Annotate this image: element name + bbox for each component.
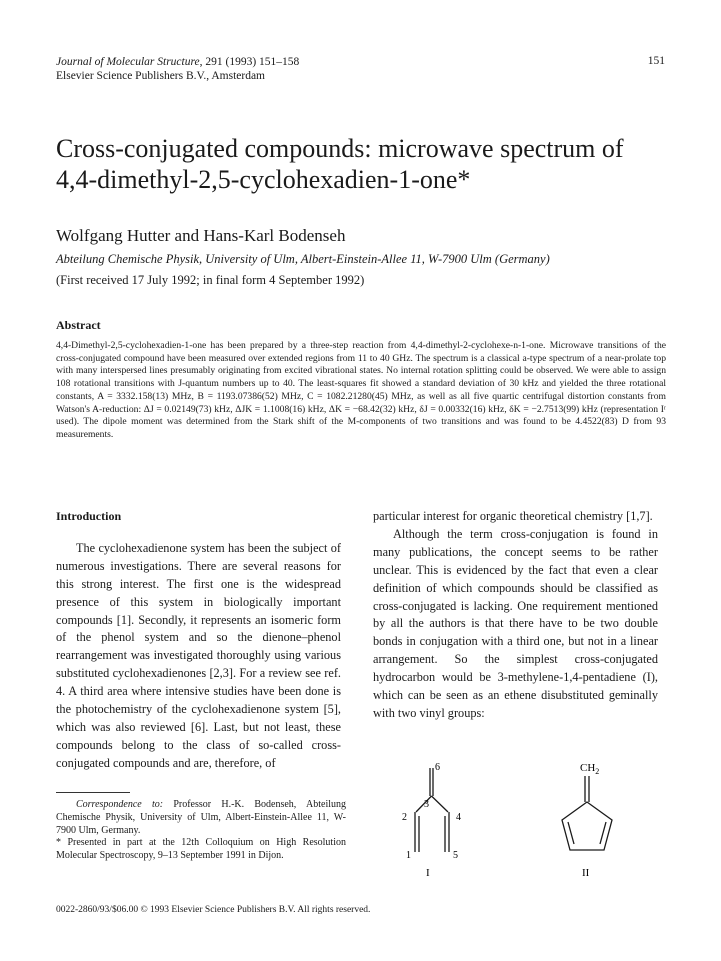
ring-double-bond-right [600, 822, 606, 844]
section-heading-introduction: Introduction [56, 509, 122, 523]
left-column [56, 508, 341, 773]
correspondence-note [56, 799, 346, 837]
intro-paragraph-1-cont: particular interest for organic theoretical chemistry [1,7]. [373, 509, 653, 523]
received-dates: (First received 17 July 1992; in final form 4 September 1992) [56, 273, 365, 287]
atom-number-1: 1 [406, 850, 411, 861]
intro-paragraph-1: The cyclohexadienone system has been the subject of numerous investigations. There are several reasons for this strong interest. The first one is the widespread presence of this system in biologically important compounds [1]. Secondly, it represents an isomeric form of the phenol system and so the dienone–phenol rearrangement was investigated thoroughly using various substituted cyclohexadienones [2,3]. For a review see ref. 4. A third area where intensive studies have been done is the photochemistry of the cyclohexadienone system [5], which was also reviewed [6]. Last, but not least, these compounds belong to the class of so-called cross-conjugated compounds and are, therefore, of [56, 540, 341, 770]
journal-name: Journal of Molecular Structure [56, 56, 200, 68]
correspondence-text: Professor H.-K. Bodenseh, Abteilung Chemische Physik, University of Ulm, Albert-Einstein-Allee 11, W-7900 Ulm, Germany. [56, 799, 346, 836]
presented-note: * Presented in part at the 12th Colloquium on High Resolution Molecular Spectroscopy, 9–13 September 1991 in Dijon. [56, 837, 346, 862]
title-line-1: Cross-conjugated compounds: microwave spectrum of [56, 134, 624, 163]
atom-number-5: 5 [453, 850, 458, 861]
abstract-heading: Abstract [56, 318, 101, 332]
journal-header [56, 55, 299, 83]
footnotes [56, 799, 346, 863]
atom-number-3: 3 [424, 799, 429, 810]
title-line-2: 4,4-dimethyl-2,5-cyclohexadien-1-one* [56, 165, 471, 194]
structure-II-diagram [540, 752, 650, 882]
correspondence-label: Correspondence to: [76, 799, 164, 810]
copyright-line: 0022-2860/93/$06.00 © 1993 Elsevier Science Publishers B.V. All rights reserved. [56, 905, 371, 915]
structure-II-label: II [582, 867, 590, 879]
structure-I-label: I [426, 867, 430, 879]
abstract-text: 4,4-Dimethyl-2,5-cyclohexadien-1-one has been prepared by a three-step reaction from 4,4-dimethyl-2-cyclohexe-n-1-one. Microwave transitions of the cross-conjugated compound have been measured over extended regions from 11 to 40 GHz. The spectrum is a classical a-type spectrum of a near-prolate top with many interspersed lines presumably originating from excited vibrational states. No internal rotation splitting could be observed. We were able to assign 108 rotational transitions with J-quantum numbers up to 40. The least-squares fit showed a standard deviation of 30 kHz and yielded the three rotational constants, A = 3332.158(13) MHz, B = 1193.07386(52) MHz, C = 1082.21280(45) MHz, as well as all five quartic centrifugal distortion constants from Watson's A-reduction: ΔJ = 0.02149(73) kHz, ΔJK = 1.1008(16) kHz, ΔK = −68.42(32) kHz, δJ = 0.00332(16) kHz, δK = −2.7513(99) kHz (representation Iʳ used). The dipole moment was determined from the Stark shift of the M-components of two transitions and was found to be 4.4522(83) D from 93 measurements. [56, 340, 666, 440]
structure-I-diagram [372, 752, 472, 882]
ring-double-bond-left [568, 822, 574, 844]
journal-citation: , 291 (1993) 151–158 [199, 56, 300, 68]
c3-c4-bond [432, 796, 449, 812]
affiliation: Abteilung Chemische Physik, University of Ulm, Albert-Einstein-Allee 11, W-7900 Ulm (Germany) [56, 252, 550, 266]
ch2-label: $CH_2$ [580, 762, 600, 776]
right-column [373, 508, 658, 723]
publisher: Elsevier Science Publishers B.V., Amsterdam [56, 70, 265, 82]
authors: Wolfgang Hutter and Hans-Karl Bodenseh [56, 226, 346, 245]
footnote-rule [56, 792, 130, 793]
atom-number-6: 6 [435, 762, 440, 773]
article-title [56, 133, 676, 195]
atom-number-2: 2 [402, 812, 407, 823]
atom-number-4: 4 [456, 812, 461, 823]
page-number: 151 [647, 55, 665, 67]
intro-paragraph-2: Although the term cross-conjugation is found in many publications, the concept seems to be rather unclear. This is evidenced by the fact that even a clear definition of which compounds should be classified as cross-conjugated is lacking. One requirement mentioned by all the authors is that there have to be two double bonds in conjugation with a third one, but not in a linear arrangement. So the simplest cross-conjugated hydrocarbon would be 3-methylene-1,4-pentadiene (I), which can be seen as an ethene disubstituted geminally with two vinyl groups: [373, 526, 658, 720]
